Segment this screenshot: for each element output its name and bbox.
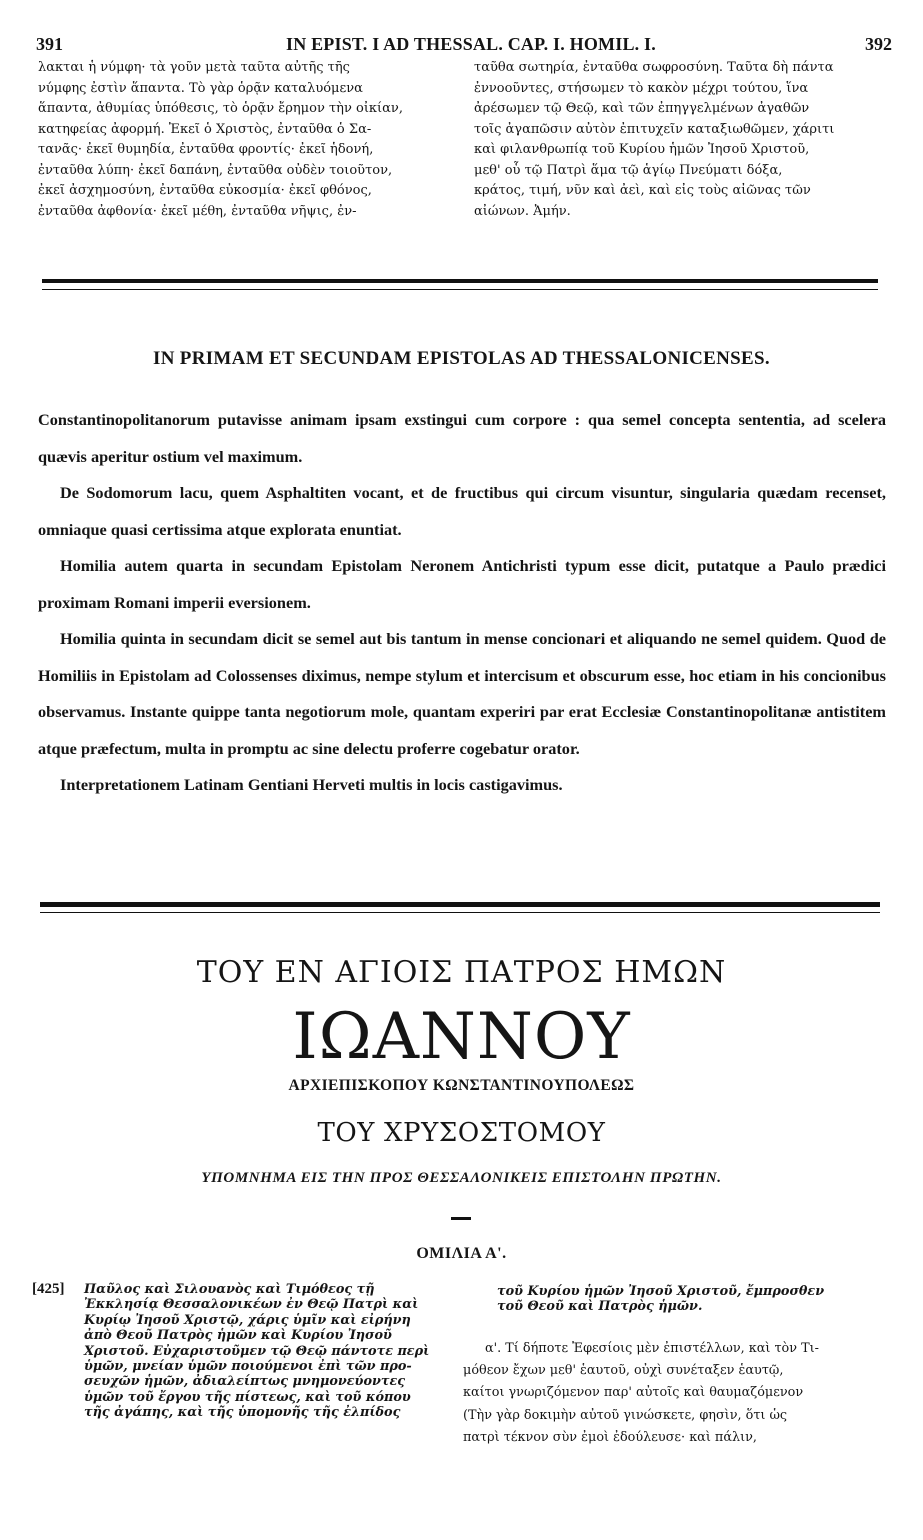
text-line: λακται ἡ νύμφη· τὰ γοῦν μετὰ ταῦτα αὐτῆς τῆς bbox=[38, 60, 350, 75]
text-line: ὑμῶν, μνείαν ὑμῶν ποιούμενοι ἐπὶ τῶν προ- bbox=[84, 1358, 412, 1374]
greek-title-author-name: ΙΩΑΝΝΟΥ bbox=[292, 1000, 631, 1074]
text-line: τοῦ Θεοῦ καὶ Πατρὸς ἡμῶν. bbox=[497, 1299, 703, 1315]
homily-right-column bbox=[463, 1338, 887, 1449]
homily-heading: ΟΜΙΛΙΑ Α'. bbox=[416, 1245, 507, 1262]
greek-work-title: ΥΠΟΜΝΗΜΑ ΕΙΣ ΤΗΝ ΠΡΟΣ ΘΕΣΣΑΛΟΝΙΚΕΙΣ ΕΠΙΣΤΟΛΗΝ ΠΡΩΤΗΝ. bbox=[201, 1170, 722, 1186]
text-line: μεθ' οὗ τῷ Πατρὶ ἅμα τῷ ἁγίῳ Πνεύματι δόξα, bbox=[474, 162, 783, 178]
divider-rule-thick bbox=[40, 902, 880, 907]
text-line: τῆς ἀγάπης, καὶ τῆς ὑπομονῆς τῆς ἐλπίδος bbox=[84, 1405, 401, 1421]
text-line: κατηφείας ἀφορμή. Ἐκεῖ ὁ Χριστὸς, ἐνταῦθα ὁ Σα- bbox=[38, 121, 372, 137]
text-line: α'. Τί δήποτε Ἐφεσίοις μὲν ἐπιστέλλων, καὶ τὸν Τι- bbox=[485, 1341, 819, 1356]
text-line: ταῦθα σωτηρία, ἐνταῦθα σωφροσύνη. Ταῦτα δὴ πάντα bbox=[474, 60, 834, 75]
text-line: καὶ φιλανθρωπίᾳ τοῦ Κυρίου ἡμῶν Ἰησοῦ Χριστοῦ, bbox=[474, 142, 810, 157]
greek-title-line-3: ΑΡΧΙΕΠΙΣΚΟΠΟΥ ΚΩΝΣΤΑΝΤΙΝΟΥΠΟΛΕΩΣ bbox=[288, 1077, 635, 1094]
text-line: ὑμῶν τοῦ ἔργου τῆς πίστεως, καὶ τοῦ κόπου bbox=[84, 1389, 411, 1405]
text-line: νύμφης ἐστὶν ἅπαντα. Τὸ γὰρ ὁρᾷν καταλυόμενα bbox=[38, 80, 363, 96]
paragraph: Homilia autem quarta in secundam Epistolam Neronem Antichristi typum esse dicit, putatque a Paulo prædici proximam Romani imperii eversionem. bbox=[38, 556, 886, 612]
latin-preface-text bbox=[38, 402, 886, 804]
divider-rule-thin bbox=[40, 912, 880, 913]
divider-rule-thin bbox=[42, 289, 878, 290]
latin-section-title: IN PRIMAM ET SECUNDAM EPISTOLAS AD THESSALONICENSES. bbox=[153, 348, 770, 369]
greek-text-right-column bbox=[474, 58, 890, 222]
homily-right-italic bbox=[497, 1284, 887, 1315]
text-line: Χριστοῦ. Εὐχαριστοῦμεν τῷ Θεῷ πάντοτε περὶ bbox=[84, 1343, 430, 1359]
text-line: ἀρέσωμεν τῷ Θεῷ, καὶ τῶν ἐπηγγελμένων ἀγαθῶν bbox=[474, 101, 810, 116]
text-line: μόθεον ἔχων μεθ' ἑαυτοῦ, οὐχὶ συνέταξεν ἑαυτῷ, bbox=[463, 1363, 784, 1379]
paragraph: Interpretationem Latinam Gentiani Herveti multis in locis castigavimus. bbox=[60, 775, 563, 794]
paragraph: De Sodomorum lacu, quem Asphaltiten vocant, et de fructibus qui circum visuntur, singularia quædam recenset, omniaque quasi certissima atque explorata enuntiat. bbox=[38, 483, 886, 539]
text-line: κράτος, τιμή, νῦν καὶ ἀεὶ, καὶ εἰς τοὺς αἰῶνας τῶν bbox=[474, 183, 811, 198]
text-line: (Τὴν γὰρ δοκιμὴν αὐτοῦ γινώσκετε, φησὶν, ὅτι ὡς bbox=[463, 1407, 788, 1423]
page-number-left: 391 bbox=[36, 34, 63, 54]
ornamental-dash bbox=[451, 1217, 471, 1220]
divider-rule-thick bbox=[42, 279, 878, 283]
text-line: αἰώνων. Ἀμήν. bbox=[474, 203, 571, 219]
text-line: Κυρίῳ Ἰησοῦ Χριστῷ, χάρις ὑμῖν καὶ εἰρήνη bbox=[84, 1312, 411, 1328]
text-line: τοῖς ἀγαπῶσιν αὐτὸν ἐπιτυχεῖν καταξιωθῶμεν, χάριτι bbox=[474, 121, 835, 137]
greek-title-line-4: ΤΟΥ ΧΡΥΣΟΣΤΟΜΟΥ bbox=[317, 1118, 606, 1148]
text-line: ἐκεῖ ἀσχημοσύνη, ἐνταῦθα εὐκοσμία· ἐκεῖ φθόνος, bbox=[38, 183, 372, 198]
text-line: τανᾶς· ἐκεῖ θυμηδία, ἐνταῦθα φροντίς· ἐκεῖ ἡδονή, bbox=[38, 142, 374, 157]
running-head bbox=[36, 34, 892, 56]
column-marker: [425] bbox=[32, 1281, 65, 1297]
text-line: πατρὶ τέκνον σὺν ἐμοὶ ἐδούλευσε· καὶ πάλιν, bbox=[463, 1429, 757, 1445]
running-title: IN EPIST. I AD THESSAL. CAP. I. HOMIL. I. bbox=[286, 34, 656, 54]
text-line: ἀπὸ Θεοῦ Πατρὸς ἡμῶν καὶ Κυρίου Ἰησοῦ bbox=[84, 1328, 392, 1344]
greek-title-line-1: ΤΟΥ ΕΝ ΑΓΙΟΙΣ ΠΑΤΡΟΣ ΗΜΩΝ bbox=[196, 955, 727, 990]
text-line: σευχῶν ἡμῶν, ἀδιαλείπτως μνημονεύοντες bbox=[84, 1374, 406, 1390]
text-line: ἐννοοῦντες, στήσωμεν τὸ κακὸν μέχρι τούτου, ἵνα bbox=[474, 80, 809, 96]
text-line: ἅπαντα, ἀθυμίας ὑπόθεσις, τὸ ὁρᾷν ἔρημον τὴν οἰκίαν, bbox=[38, 101, 403, 116]
paragraph: Homilia quinta in secundam dicit se semel aut bis tantum in mense concionari et aliquando ne semel quidem. Quod de Homiliis in Epistolam ad Colossenses diximus, nempe stylum et intercisum et obscurum esse, hoc etiam in his concionibus observamus. Instante quippe tanta negotiorum mole, quantam experiri par erat Ecclesiæ Constantinopolitanæ antistitem atque præfectum, multa in promptu ac sine delectu proferre cogebatur orator. bbox=[38, 629, 886, 758]
text-line: Παῦλος καὶ Σιλουανὸς καὶ Τιμόθεος τῇ bbox=[84, 1282, 375, 1297]
page-number-right: 392 bbox=[865, 34, 892, 54]
greek-text-left-column bbox=[38, 58, 450, 222]
text-line: καίτοι γνωριζόμενον παρ' αὐτοῖς καὶ θαυμαζόμενον bbox=[463, 1385, 804, 1401]
paragraph: Constantinopolitanorum putavisse animam ipsam exstingui cum corpore : qua semel concepta sententia, ad scelera quævis aperitur ostium vel maximum. bbox=[38, 410, 886, 466]
text-line: ἐνταῦθα λύπη· ἐκεῖ δαπάνη, ἐνταῦθα οὐδὲν τοιοῦτον, bbox=[38, 162, 393, 178]
text-line: ἐνταῦθα ἀφθονία· ἐκεῖ μέθη, ἐνταῦθα νῆψις, ἐν- bbox=[38, 203, 357, 219]
text-line: τοῦ Κυρίου ἡμῶν Ἰησοῦ Χριστοῦ, ἔμπροσθεν bbox=[497, 1284, 825, 1299]
homily-left-column bbox=[84, 1282, 444, 1421]
text-line: Ἐκκλησίᾳ Θεσσαλονικέων ἐν Θεῷ Πατρὶ καὶ bbox=[84, 1297, 419, 1313]
